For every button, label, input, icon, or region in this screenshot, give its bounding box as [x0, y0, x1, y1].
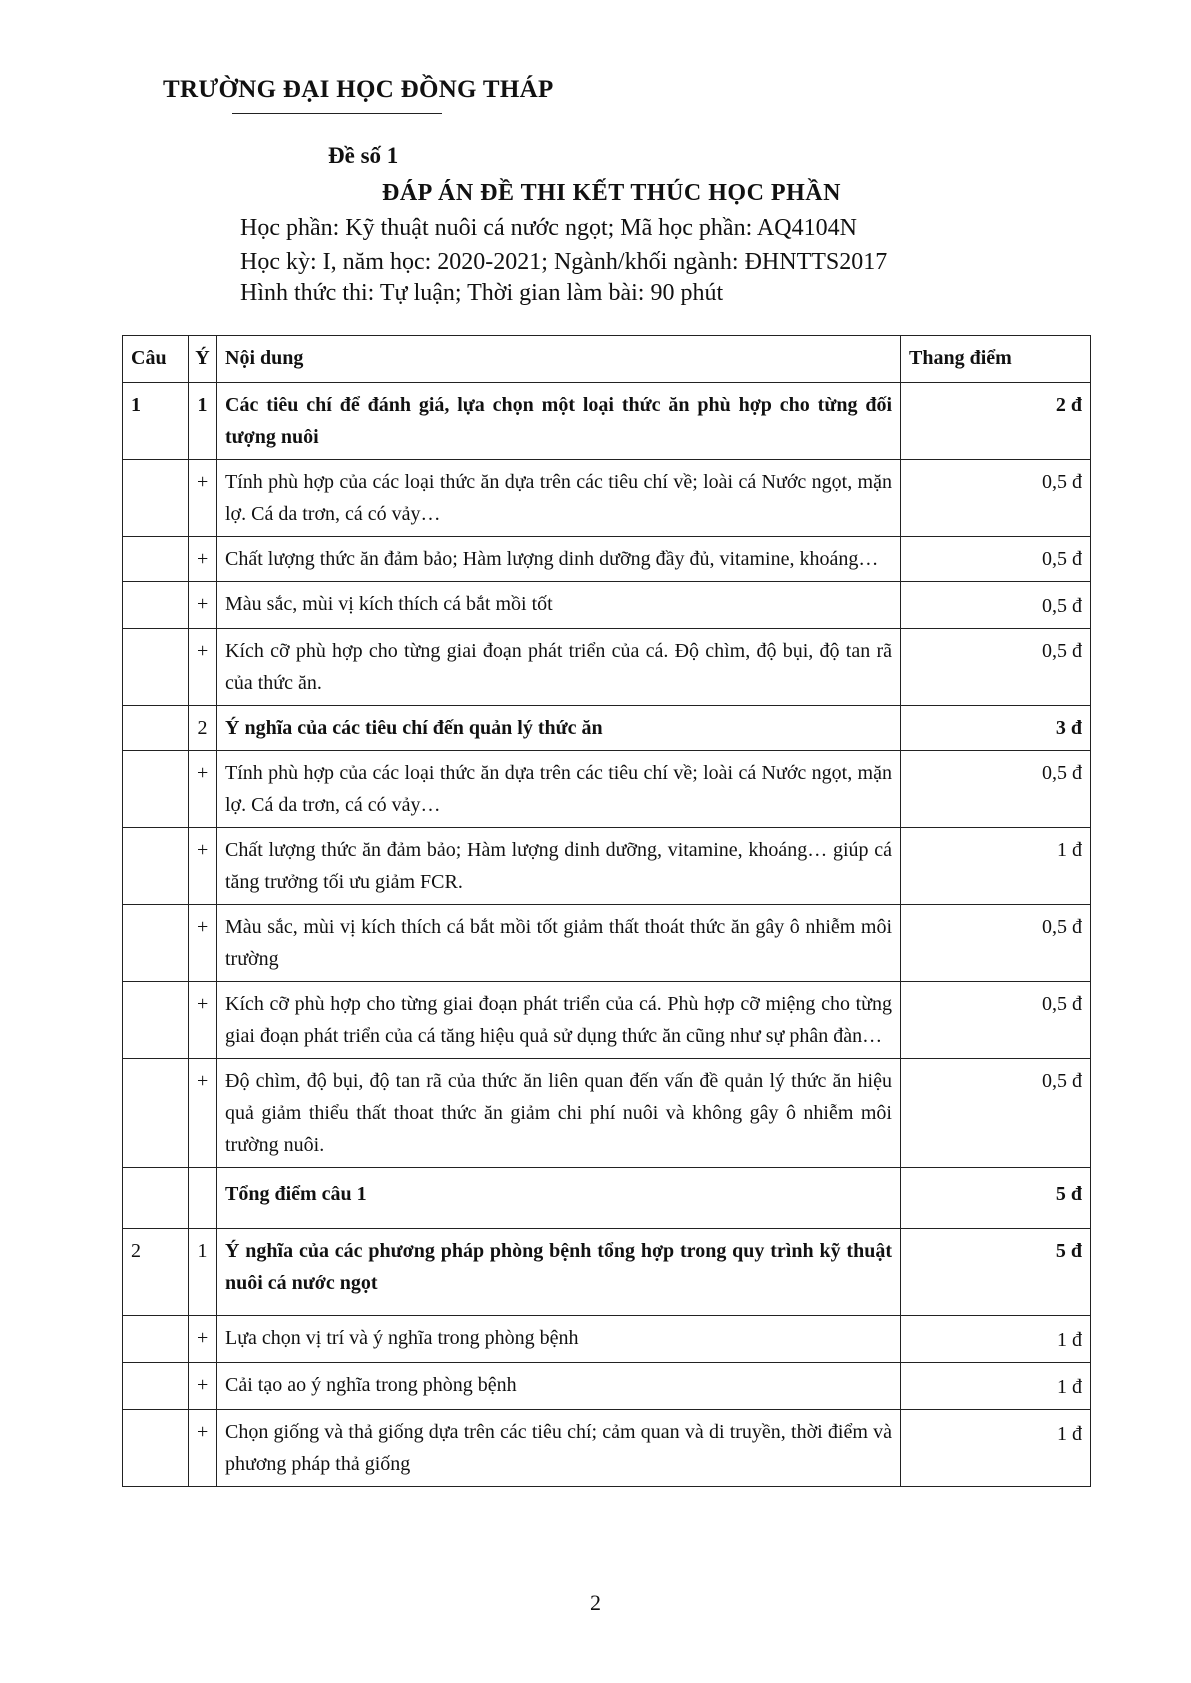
page-number: 2 — [590, 1590, 601, 1615]
answer-table — [122, 335, 1091, 1487]
table-row — [123, 383, 1091, 460]
item-marker: + — [189, 828, 217, 905]
item-marker: + — [189, 460, 217, 537]
table-row — [123, 460, 1091, 537]
row-content: Lựa chọn vị trí và ý nghĩa trong phòng bệnh — [217, 1316, 901, 1363]
question-number — [123, 460, 189, 537]
question-number — [123, 982, 189, 1059]
table-row — [123, 582, 1091, 629]
table-row — [123, 629, 1091, 706]
row-score: 0,5 đ — [901, 582, 1091, 629]
header-score: Thang điểm — [901, 336, 1091, 383]
school-underline — [232, 113, 442, 114]
item-marker: + — [189, 582, 217, 629]
table-row — [123, 537, 1091, 582]
row-score: 2 đ — [901, 383, 1091, 460]
table-row — [123, 1363, 1091, 1410]
row-score: 0,5 đ — [901, 1059, 1091, 1168]
header-question: Câu — [123, 336, 189, 383]
row-score: 1 đ — [901, 1363, 1091, 1410]
item-marker: + — [189, 1316, 217, 1363]
item-marker: 1 — [189, 383, 217, 460]
row-score: 1 đ — [901, 828, 1091, 905]
item-marker — [189, 1168, 217, 1229]
document-title: ĐÁP ÁN ĐỀ THI KẾT THÚC HỌC PHẦN — [382, 180, 841, 206]
item-marker: + — [189, 629, 217, 706]
question-number — [123, 828, 189, 905]
item-marker: + — [189, 1059, 217, 1168]
question-number: 2 — [123, 1229, 189, 1316]
row-content: Màu sắc, mùi vị kích thích cá bắt mồi tốt giảm thất thoát thức ăn gây ô nhiễm môi trường — [217, 905, 901, 982]
row-score: 1 đ — [901, 1316, 1091, 1363]
table-row — [123, 1229, 1091, 1316]
question-number — [123, 1059, 189, 1168]
question-number — [123, 537, 189, 582]
table-row — [123, 1410, 1091, 1487]
row-content: Các tiêu chí để đánh giá, lựa chọn một loại thức ăn phù hợp cho từng đối tượng nuôi — [217, 383, 901, 460]
school-name: TRƯỜNG ĐẠI HỌC ĐỒNG THÁP — [163, 76, 554, 103]
row-content: Chất lượng thức ăn đảm bảo; Hàm lượng dinh dưỡng, vitamine, khoáng… giúp cá tăng trưởng tối ưu giảm FCR. — [217, 828, 901, 905]
table-header-row — [123, 336, 1091, 383]
row-score: 0,5 đ — [901, 905, 1091, 982]
header-content: Nội dung — [217, 336, 901, 383]
table-row — [123, 982, 1091, 1059]
item-marker: + — [189, 537, 217, 582]
table-row — [123, 905, 1091, 982]
format-line: Hình thức thi: Tự luận; Thời gian làm bài: 90 phút — [240, 280, 724, 306]
row-score: 0,5 đ — [901, 982, 1091, 1059]
course-line: Học phần: Kỹ thuật nuôi cá nước ngọt; Mã học phần: AQ4104N — [240, 215, 857, 241]
table-row — [123, 1316, 1091, 1363]
item-marker: 1 — [189, 1229, 217, 1316]
row-content: Kích cỡ phù hợp cho từng giai đoạn phát triển của cá. Phù hợp cỡ miệng cho từng giai đoạn phát triển của cá tăng hiệu quả sử dụng thức ăn cũng như sự phân đàn… — [217, 982, 901, 1059]
row-score: 0,5 đ — [901, 751, 1091, 828]
row-score: 3 đ — [901, 706, 1091, 751]
question-number: 1 — [123, 383, 189, 460]
row-content: Màu sắc, mùi vị kích thích cá bắt mồi tốt — [217, 582, 901, 629]
question-number — [123, 1316, 189, 1363]
question-number — [123, 706, 189, 751]
row-content: Độ chìm, độ bụi, độ tan rã của thức ăn liên quan đến vấn đề quản lý thức ăn hiệu quả giảm thiểu thất thoat thức ăn giảm chi phí nuôi và không gây ô nhiễm môi trường nuôi. — [217, 1059, 901, 1168]
exam-number: Đề số 1 — [328, 143, 399, 168]
row-score: 0,5 đ — [901, 460, 1091, 537]
question-number — [123, 1363, 189, 1410]
table-row — [123, 1059, 1091, 1168]
item-marker: + — [189, 751, 217, 828]
row-content: Ý nghĩa của các tiêu chí đến quản lý thức ăn — [217, 706, 901, 751]
row-score: 0,5 đ — [901, 537, 1091, 582]
row-content: Tính phù hợp của các loại thức ăn dựa trên các tiêu chí về; loài cá Nước ngọt, mặn lợ. Cá da trơn, cá có vảy… — [217, 751, 901, 828]
row-score: 0,5 đ — [901, 629, 1091, 706]
row-content: Ý nghĩa của các phương pháp phòng bệnh tổng hợp trong quy trình kỹ thuật nuôi cá nước ngọt — [217, 1229, 901, 1316]
row-score: 1 đ — [901, 1410, 1091, 1487]
row-content: Tính phù hợp của các loại thức ăn dựa trên các tiêu chí về; loài cá Nước ngọt, mặn lợ. Cá da trơn, cá có vảy… — [217, 460, 901, 537]
row-content: Cải tạo ao ý nghĩa trong phòng bệnh — [217, 1363, 901, 1410]
table-row — [123, 751, 1091, 828]
row-content: Kích cỡ phù hợp cho từng giai đoạn phát triển của cá. Độ chìm, độ bụi, độ tan rã của thức ăn. — [217, 629, 901, 706]
question-number — [123, 629, 189, 706]
total-label: Tổng điểm câu 1 — [217, 1168, 901, 1229]
total-score: 5 đ — [901, 1168, 1091, 1229]
item-marker: + — [189, 982, 217, 1059]
item-marker: + — [189, 1410, 217, 1487]
question-number — [123, 1410, 189, 1487]
question-number — [123, 751, 189, 828]
table-row — [123, 706, 1091, 751]
item-marker: + — [189, 1363, 217, 1410]
question-number — [123, 582, 189, 629]
row-content: Chất lượng thức ăn đảm bảo; Hàm lượng dinh dưỡng đầy đủ, vitamine, khoáng… — [217, 537, 901, 582]
item-marker: 2 — [189, 706, 217, 751]
row-score: 5 đ — [901, 1229, 1091, 1316]
table-row-total — [123, 1168, 1091, 1229]
item-marker: + — [189, 905, 217, 982]
header-item: Ý — [189, 336, 217, 383]
question-number — [123, 1168, 189, 1229]
row-content: Chọn giống và thả giống dựa trên các tiêu chí; cảm quan và di truyền, thời điểm và phương pháp thả giống — [217, 1410, 901, 1487]
question-number — [123, 905, 189, 982]
table-row — [123, 828, 1091, 905]
term-line: Học kỳ: I, năm học: 2020-2021; Ngành/khối ngành: ĐHNTTS2017 — [240, 249, 888, 275]
